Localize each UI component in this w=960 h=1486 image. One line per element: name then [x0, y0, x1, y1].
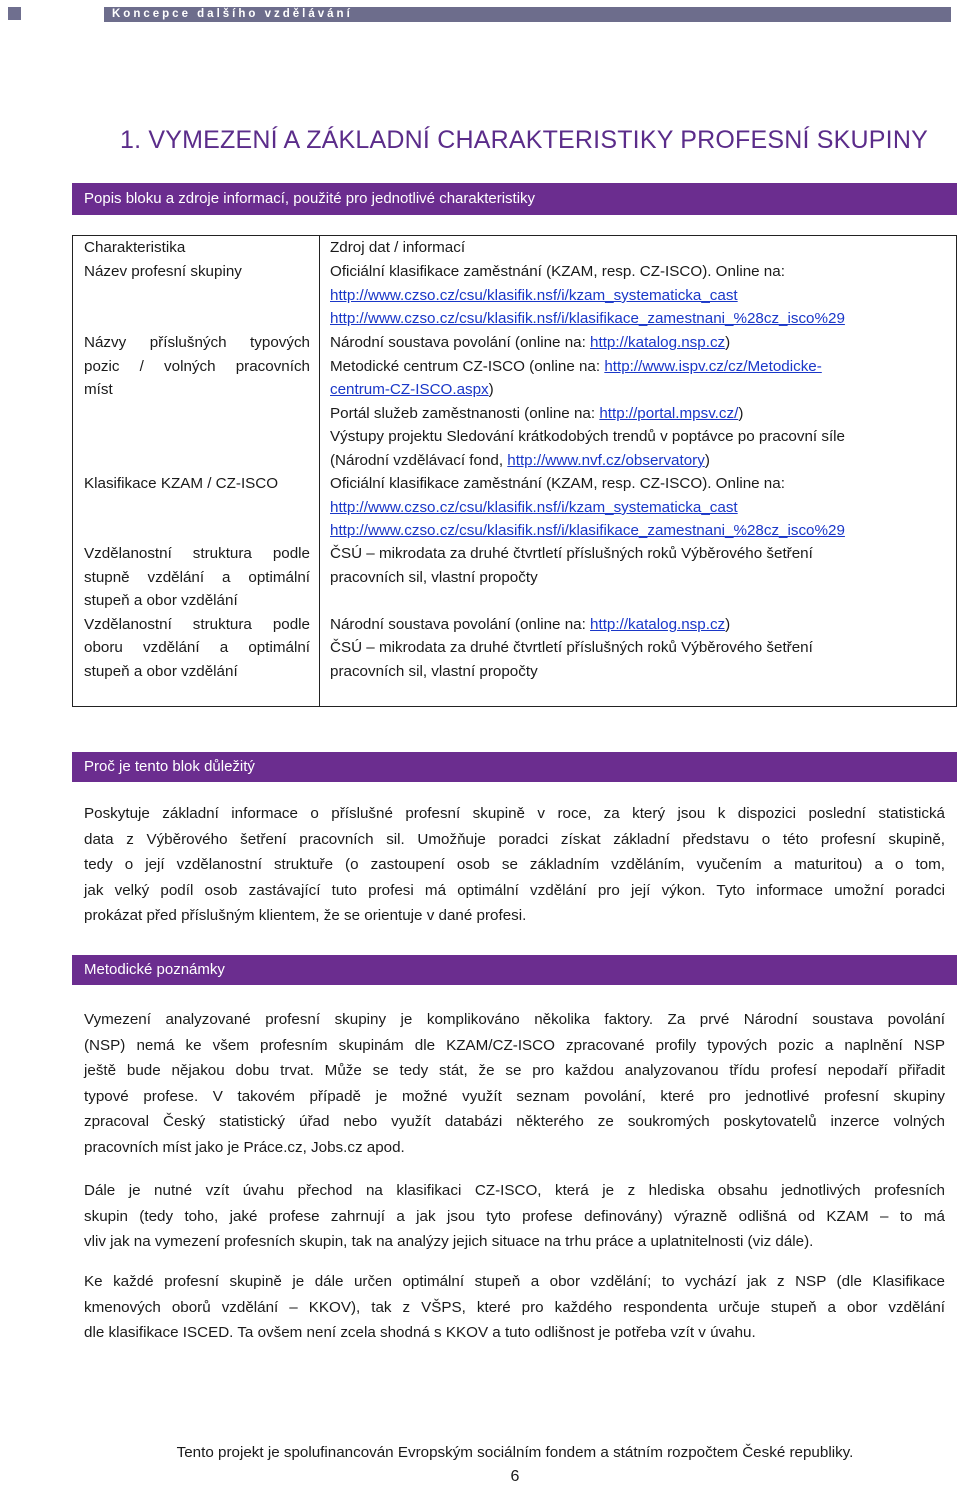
char-vz1-l2: stupně vzdělání a optimální [84, 569, 310, 586]
src-kzam-2: Oficiální klasifikace zaměstnání (KZAM, resp. CZ-ISCO). Online na: [330, 475, 785, 492]
why-important-bar: Proč je tento blok důležitý [72, 752, 957, 782]
methodical-paragraph-3 [84, 1269, 945, 1346]
characteristics-table [72, 235, 957, 707]
link-katalog-nsp-2[interactable]: http://katalog.nsp.cz [590, 616, 726, 633]
meth-line: dle klasifikace ISCED. Ta ovšem není zcela shodná s KKOV a tuto odlišnost je potřeba vzít v úvahu. [84, 1324, 756, 1342]
char-nazvy-l3: míst [84, 381, 113, 398]
link-klasifikace-zamestnani-2[interactable]: http://www.czso.cz/csu/klasifik.nsf/i/klasifikace_zamestnani_%28cz_isco%29 [330, 522, 845, 539]
meth-line: pracovních míst jako je Práce.cz, Jobs.cz apod. [84, 1138, 405, 1156]
link-portal-mpsv[interactable]: http://portal.mpsv.cz/ [599, 405, 739, 422]
meth-line: Dále je nutné vzít úvahu přechod na klasifikaci CZ-ISCO, která je z hlediska obsahu jednotlivých profesních [84, 1182, 945, 1199]
meth-line: typové profese. V takovém případě je možné využít seznam povolání, které pro jednotlivé profesní skupiny [84, 1087, 945, 1105]
link-nvf-observatory[interactable]: http://www.nvf.cz/observatory [507, 452, 705, 469]
methodical-notes-bar: Metodické poznámky [72, 955, 957, 985]
why-paragraph [84, 801, 945, 929]
col2-header: Zdroj dat / informací [330, 239, 466, 256]
link-ispv-metodicke-b[interactable]: centrum-CZ-ISCO.aspx [330, 381, 489, 398]
src-nsp-2: Národní soustava povolání (online na: http://katalog.nsp.cz) [330, 616, 731, 633]
characteristics-column [73, 236, 320, 707]
meth-line: kmenových oborů vzdělání – KKOV), tak z VŠPS, které pro každého respondenta určuje stupeň a obor vzdělání [84, 1298, 945, 1316]
src-csu-1-l1: ČSÚ – mikrodata za druhé čtvrtletí příslušných roků Výběrového šetření [330, 545, 813, 562]
meth-line: zpracoval Český statistický úřad nebo využít databázi některého ze soukromých poskytovatelů inzerce volných [84, 1113, 945, 1131]
char-klasifikace: Klasifikace KZAM / CZ-ISCO [84, 475, 279, 492]
link-kzam-systematicka-2[interactable]: http://www.czso.cz/csu/klasifik.nsf/i/kzam_systematicka_cast [330, 499, 738, 516]
src-csu-2-l1: ČSÚ – mikrodata za druhé čtvrtletí příslušných roků Výběrového šetření [330, 639, 813, 656]
src-portal: Portál služeb zaměstnanosti (online na: http://portal.mpsv.cz/) [330, 405, 744, 422]
sources-column: Zdroj dat / informací Oficiální klasifikace zaměstnání (KZAM, resp. CZ-ISCO). Online na: http://www.czso.cz/csu/klasifik.nsf/i/kzam_systematicka_cast http://www.czso.cz/csu/klasifik.nsf/i/klasifikace_zamestnani_%28cz_isco%29 Národní soustava povolání (online na: http://katalog.nsp.cz) Metodické centrum CZ-ISCO (online na: http://www.ispv.cz/cz/Metodicke- centrum-CZ-ISCO.aspx) Portál služeb zaměstnanosti (online na: http://portal.mpsv.cz/) Výstupy projektu Sledování krátkodobých trendů v poptávce po pracovní síle (Národní vzdělávací fond, http://www.nvf.cz/observatory) Oficiální klasifikace zaměstnání (KZAM, resp. CZ-ISCO). Online na: http://www.czso.cz/csu/klasifik.nsf/i/kzam_systematicka_cast http://www.czso.cz/csu/klasifik.nsf/i/klasifikace_zamestnani_%28cz_isco%29 ČSÚ – mikrodata za druhé čtvrtletí příslušných roků Výběrového šetření pracovních sil, vlastní propočty Národní soustava povolání (online na: http://katalog.nsp.cz) ČSÚ – mikrodata za druhé čtvrtletí příslušných roků Výběrového šetření pracovních sil, vlastní propočty [320, 236, 957, 707]
src-vystupy-l1: Výstupy projektu Sledování krátkodobých trendů v poptávce po pracovní síle [330, 428, 845, 445]
meth-line: Ke každé profesní skupině je dále určen optimální stupeň a obor vzdělání; to vychází jak z NSP (dle Klasifikace [84, 1273, 945, 1290]
char-vz1-l1: Vzdělanostní struktura podle [84, 545, 310, 562]
src-kzam-1: Oficiální klasifikace zaměstnání (KZAM, resp. CZ-ISCO). Online na: [330, 263, 785, 280]
meth-line: skupin (tedy toho, jaké profese zahrnují a jak jsou tyto profese definovány) výrazně odlišná od KZAM – to má [84, 1207, 945, 1225]
link-klasifikace-zamestnani-1[interactable]: http://www.czso.cz/csu/klasifik.nsf/i/klasifikace_zamestnani_%28cz_isco%29 [330, 310, 845, 327]
char-vz2-l2: oboru vzdělání a optimální [84, 639, 310, 656]
meth-line: vliv jak na vymezení profesních skupin, tak na analýzy jejich situace na trhu práce a uplatnitelnosti (viz dále). [84, 1233, 814, 1251]
why-line: jak velký podíl osob zastávající tuto profesi má optimální vzdělání pro její výkon. Tyto informace umožní poradci [84, 881, 945, 899]
src-metodicke-centrum: Metodické centrum CZ-ISCO (online na: http://www.ispv.cz/cz/Metodicke- [330, 358, 822, 375]
why-line: Poskytuje základní informace o příslušné profesní skupině v roce, za který jsou k dispozici poslední statistická [84, 805, 945, 822]
char-nazvy-l2: pozic / volných pracovních [84, 358, 310, 375]
char-nazvy-l1: Názvy příslušných typových [84, 334, 310, 351]
src-nsp-1: Národní soustava povolání (online na: http://katalog.nsp.cz) [330, 334, 731, 351]
header-square [8, 7, 21, 20]
block-description-bar: Popis bloku a zdroje informací, použité pro jednotlivé charakteristiky [72, 183, 957, 215]
col1-header: Charakteristika [84, 239, 186, 256]
char-vz2-l1: Vzdělanostní struktura podle [84, 616, 310, 633]
meth-line: (NSP) nemá ke všem profesním skupinám dle KZAM/CZ-ISCO zpracované profily typových pozic a naplnění NSP [84, 1036, 945, 1054]
src-csu-1-l2: pracovních sil, vlastní propočty [330, 569, 538, 586]
char-vz2-l3: stupeň a obor vzdělání [84, 663, 238, 680]
char-nazev: Název profesní skupiny [84, 263, 242, 280]
why-line: data z Výběrového šetření pracovních sil. Umožňuje poradci získat základní představu o této profesní skupině, [84, 830, 945, 848]
page-number: 6 [510, 1468, 520, 1485]
why-line: prokázat před příslušným klientem, že se orientuje v dané profesi. [84, 907, 527, 925]
footer-note: Tento projekt je spolufinancován Evropským sociálním fondem a státním rozpočtem České republiky. [176, 1444, 854, 1461]
header-band: Koncepce dalšího vzdělávání [104, 7, 951, 22]
meth-line: Vymezení analyzované profesní skupiny je komplikováno několika faktory. Za prvé Národní soustava povolání [84, 1011, 945, 1028]
link-katalog-nsp-1[interactable]: http://katalog.nsp.cz [590, 334, 726, 351]
link-kzam-systematicka-1[interactable]: http://www.czso.cz/csu/klasifik.nsf/i/kzam_systematicka_cast [330, 287, 738, 304]
why-line: tedy o její vzdělanostní struktuře (o zastoupení osob se základním vzděláním, vyučením a maturitou) a o tom, [84, 856, 945, 874]
src-csu-2-l2: pracovních sil, vlastní propočty [330, 663, 538, 680]
link-ispv-metodicke-a[interactable]: http://www.ispv.cz/cz/Metodicke- [604, 358, 822, 375]
methodical-paragraph-1 [84, 1007, 945, 1161]
methodical-paragraph-2 [84, 1178, 945, 1255]
section-title: 1. VYMEZENÍ A ZÁKLADNÍ CHARAKTERISTIKY PROFESNÍ SKUPINY [120, 126, 928, 154]
char-vz1-l3: stupeň a obor vzdělání [84, 592, 238, 609]
src-vystupy-l2: (Národní vzdělávací fond, http://www.nvf.cz/observatory) [330, 452, 710, 469]
meth-line: ještě bude nějakou dobu trvat. Může se tedy stát, že se pro každou analyzovanou třídu profesí nepodaří přiřadit [84, 1062, 945, 1080]
